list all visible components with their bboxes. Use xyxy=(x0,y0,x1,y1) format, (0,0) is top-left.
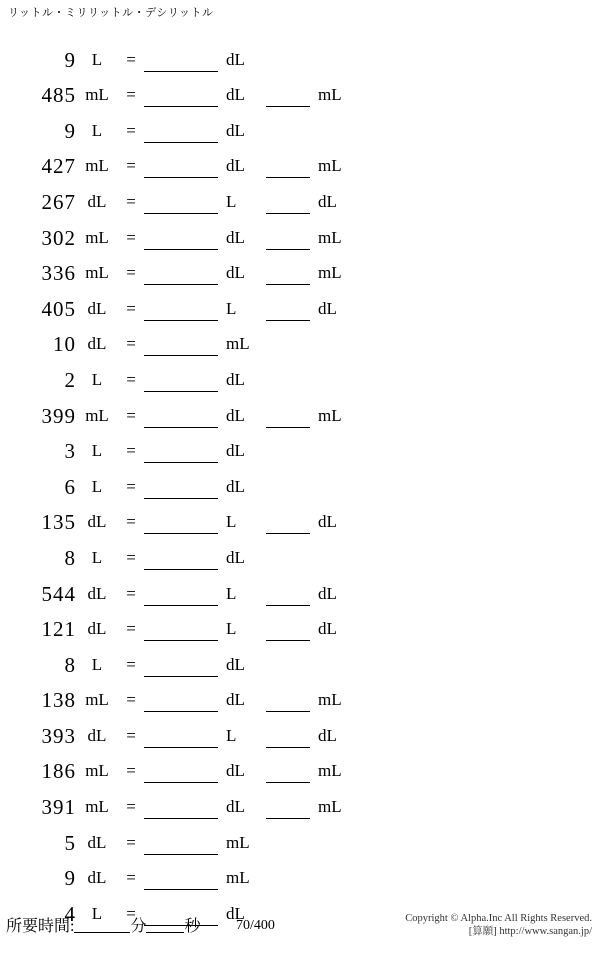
problem-row xyxy=(0,321,600,357)
answer-blank-primary[interactable] xyxy=(144,796,218,819)
answer-blank-secondary[interactable] xyxy=(266,227,310,250)
answer-unit-primary: dL xyxy=(226,49,245,69)
problem-value: 6 xyxy=(64,474,76,499)
problem-row xyxy=(0,570,600,606)
problem-unit: dL xyxy=(87,191,107,211)
answer-blank-secondary[interactable] xyxy=(266,725,310,748)
answer-blank-primary[interactable] xyxy=(144,511,218,534)
problem-row xyxy=(0,606,600,642)
answer-blank-primary[interactable] xyxy=(144,84,218,107)
answer-unit-primary: L xyxy=(226,298,237,318)
equals-sign: = xyxy=(126,49,136,69)
problem-unit: mL xyxy=(85,156,109,176)
answer-unit-primary: dL xyxy=(226,547,245,567)
time-taken-field xyxy=(6,913,200,936)
equals-sign: = xyxy=(126,868,136,888)
equals-sign: = xyxy=(126,85,136,105)
problem-row xyxy=(0,463,600,499)
answer-unit-secondary: mL xyxy=(318,690,342,710)
problem-value: 8 xyxy=(64,652,76,677)
problem-row xyxy=(0,712,600,748)
answer-unit-secondary: mL xyxy=(318,85,342,105)
answer-unit-primary: dL xyxy=(226,85,245,105)
answer-unit-secondary: mL xyxy=(318,156,342,176)
problem-row xyxy=(0,748,600,784)
equals-sign: = xyxy=(126,334,136,354)
problem-value: 135 xyxy=(41,510,76,535)
problem-unit: dL xyxy=(87,298,107,318)
equals-sign: = xyxy=(126,761,136,781)
equals-sign: = xyxy=(126,263,136,283)
problem-unit: L xyxy=(91,369,103,389)
problem-row xyxy=(0,428,600,464)
answer-blank-primary[interactable] xyxy=(144,832,218,855)
answer-blank-primary[interactable] xyxy=(144,618,218,641)
answer-unit-primary: dL xyxy=(226,476,245,496)
answer-unit-secondary: dL xyxy=(318,583,337,603)
answer-blank-secondary[interactable] xyxy=(266,511,310,534)
equals-sign: = xyxy=(126,476,136,496)
answer-unit-primary: dL xyxy=(226,405,245,425)
answer-blank-secondary[interactable] xyxy=(266,84,310,107)
answer-unit-primary: dL xyxy=(226,903,245,923)
answer-blank-secondary[interactable] xyxy=(266,405,310,428)
equals-sign: = xyxy=(126,547,136,567)
problem-value: 138 xyxy=(41,688,76,713)
problem-row xyxy=(0,178,600,214)
problem-row xyxy=(0,392,600,428)
problem-unit: mL xyxy=(85,690,109,710)
answer-blank-secondary[interactable] xyxy=(266,191,310,214)
problem-unit: dL xyxy=(87,725,107,745)
problem-value: 5 xyxy=(64,830,76,855)
problem-value: 267 xyxy=(41,189,76,214)
equals-sign: = xyxy=(126,725,136,745)
problem-value: 405 xyxy=(41,296,76,321)
equals-sign: = xyxy=(126,619,136,639)
equals-sign: = xyxy=(126,298,136,318)
answer-blank-primary[interactable] xyxy=(144,547,218,570)
page-number: 70/400 xyxy=(236,918,275,933)
answer-unit-primary: L xyxy=(226,619,237,639)
answer-blank-primary[interactable] xyxy=(144,49,218,72)
problem-unit: mL xyxy=(85,85,109,105)
answer-unit-primary: L xyxy=(226,583,237,603)
problem-unit: L xyxy=(91,547,103,567)
answer-unit-secondary: mL xyxy=(318,761,342,781)
problem-unit: dL xyxy=(87,619,107,639)
problem-unit: dL xyxy=(87,832,107,852)
problem-row xyxy=(0,641,600,677)
answer-unit-secondary: dL xyxy=(318,619,337,639)
problem-unit: dL xyxy=(87,512,107,532)
problem-value: 2 xyxy=(64,367,76,392)
problem-value: 336 xyxy=(41,261,76,286)
problem-value: 302 xyxy=(41,225,76,250)
equals-sign: = xyxy=(126,654,136,674)
problem-value: 10 xyxy=(53,332,76,357)
problem-row xyxy=(0,499,600,535)
answer-unit-primary: dL xyxy=(226,227,245,247)
answer-blank-primary[interactable] xyxy=(144,476,218,499)
problem-row xyxy=(0,214,600,250)
answer-unit-primary: mL xyxy=(226,832,250,852)
answer-blank-secondary[interactable] xyxy=(266,618,310,641)
answer-unit-primary: dL xyxy=(226,156,245,176)
problem-row xyxy=(0,36,600,72)
problem-unit: dL xyxy=(87,334,107,354)
answer-unit-secondary: dL xyxy=(318,298,337,318)
problem-value: 121 xyxy=(41,617,76,642)
answer-blank-secondary[interactable] xyxy=(266,155,310,178)
answer-unit-secondary: dL xyxy=(318,512,337,532)
answer-unit-primary: mL xyxy=(226,334,250,354)
answer-blank-primary[interactable] xyxy=(144,120,218,143)
answer-blank-primary[interactable] xyxy=(144,227,218,250)
problem-value: 393 xyxy=(41,723,76,748)
answer-blank-secondary[interactable] xyxy=(266,689,310,712)
problem-value: 391 xyxy=(41,795,76,820)
answer-unit-secondary: dL xyxy=(318,191,337,211)
problem-value: 186 xyxy=(41,759,76,784)
answer-blank-primary[interactable] xyxy=(144,725,218,748)
problem-row xyxy=(0,783,600,819)
answer-unit-primary: L xyxy=(226,725,237,745)
answer-unit-secondary: mL xyxy=(318,797,342,817)
answer-blank-secondary[interactable] xyxy=(266,760,310,783)
equals-sign: = xyxy=(126,156,136,176)
equals-sign: = xyxy=(126,191,136,211)
answer-blank-primary[interactable] xyxy=(144,583,218,606)
answer-blank-primary[interactable] xyxy=(144,155,218,178)
copyright-text: Copyright © Alpha.Inc All Rights Reserved. xyxy=(405,913,592,924)
answer-blank-primary[interactable] xyxy=(144,867,218,890)
answer-blank-primary[interactable] xyxy=(144,440,218,463)
answer-blank-primary[interactable] xyxy=(144,689,218,712)
problem-value: 3 xyxy=(64,439,76,464)
problem-unit: dL xyxy=(87,868,107,888)
equals-sign: = xyxy=(126,832,136,852)
problem-row xyxy=(0,677,600,713)
problem-unit: mL xyxy=(85,263,109,283)
equals-sign: = xyxy=(126,583,136,603)
answer-unit-secondary: dL xyxy=(318,725,337,745)
time-taken-label: 所要時間: xyxy=(6,918,75,935)
problem-unit: L xyxy=(91,654,103,674)
answer-unit-primary: L xyxy=(226,512,237,532)
page-footer xyxy=(0,902,600,948)
equals-sign: = xyxy=(126,441,136,461)
answer-blank-primary[interactable] xyxy=(144,333,218,356)
answer-blank-primary[interactable] xyxy=(144,760,218,783)
answer-blank-secondary[interactable] xyxy=(266,583,310,606)
equals-sign: = xyxy=(126,903,136,923)
equals-sign: = xyxy=(126,120,136,140)
problem-row xyxy=(0,534,600,570)
problem-value: 9 xyxy=(64,47,76,72)
equals-sign: = xyxy=(126,227,136,247)
problem-row xyxy=(0,250,600,286)
answer-blank-primary[interactable] xyxy=(144,262,218,285)
answer-unit-primary: dL xyxy=(226,654,245,674)
problem-value: 8 xyxy=(64,545,76,570)
problem-value: 399 xyxy=(41,403,76,428)
problem-value: 4 xyxy=(64,901,76,926)
answer-blank-primary[interactable] xyxy=(144,369,218,392)
minutes-unit: 分 xyxy=(130,918,147,935)
problem-value: 9 xyxy=(64,118,76,143)
problem-row xyxy=(0,143,600,179)
problem-unit: L xyxy=(91,903,103,923)
seconds-unit: 秒 xyxy=(184,918,201,935)
page-title: リットル・ミリリットル・デシリットル xyxy=(8,7,214,19)
answer-unit-primary: dL xyxy=(226,263,245,283)
problem-unit: mL xyxy=(85,761,109,781)
problem-unit: mL xyxy=(85,797,109,817)
problem-value: 544 xyxy=(41,581,76,606)
equals-sign: = xyxy=(126,512,136,532)
problem-unit: L xyxy=(91,49,103,69)
answer-unit-primary: dL xyxy=(226,690,245,710)
problem-value: 427 xyxy=(41,154,76,179)
answer-unit-primary: dL xyxy=(226,441,245,461)
problem-row xyxy=(0,285,600,321)
answer-unit-secondary: mL xyxy=(318,263,342,283)
credit-text: [算願] http://www.sangan.jp/ xyxy=(468,926,592,937)
equals-sign: = xyxy=(126,369,136,389)
problem-value: 9 xyxy=(64,866,76,891)
problem-row xyxy=(0,72,600,108)
answer-unit-secondary: mL xyxy=(318,405,342,425)
answer-blank-primary[interactable] xyxy=(144,654,218,677)
problem-list xyxy=(0,36,600,926)
answer-blank-primary[interactable] xyxy=(144,298,218,321)
answer-unit-primary: mL xyxy=(226,868,250,888)
answer-unit-primary: dL xyxy=(226,120,245,140)
problem-row xyxy=(0,819,600,855)
answer-blank-primary[interactable] xyxy=(144,191,218,214)
answer-blank-secondary[interactable] xyxy=(266,298,310,321)
equals-sign: = xyxy=(126,797,136,817)
answer-unit-secondary: mL xyxy=(318,227,342,247)
minutes-blank[interactable] xyxy=(74,916,130,933)
problem-row xyxy=(0,107,600,143)
problem-row xyxy=(0,356,600,392)
answer-blank-secondary[interactable] xyxy=(266,796,310,819)
answer-blank-primary[interactable] xyxy=(144,405,218,428)
problem-unit: L xyxy=(91,476,103,496)
problem-unit: mL xyxy=(85,227,109,247)
problem-unit: L xyxy=(91,441,103,461)
answer-unit-primary: L xyxy=(226,191,237,211)
equals-sign: = xyxy=(126,690,136,710)
problem-unit: dL xyxy=(87,583,107,603)
problem-row xyxy=(0,855,600,891)
answer-unit-primary: dL xyxy=(226,761,245,781)
answer-unit-primary: dL xyxy=(226,797,245,817)
problem-unit: mL xyxy=(85,405,109,425)
problem-value: 485 xyxy=(41,83,76,108)
problem-unit: L xyxy=(91,120,103,140)
answer-unit-primary: dL xyxy=(226,369,245,389)
equals-sign: = xyxy=(126,405,136,425)
seconds-blank[interactable] xyxy=(146,916,184,933)
answer-blank-secondary[interactable] xyxy=(266,262,310,285)
